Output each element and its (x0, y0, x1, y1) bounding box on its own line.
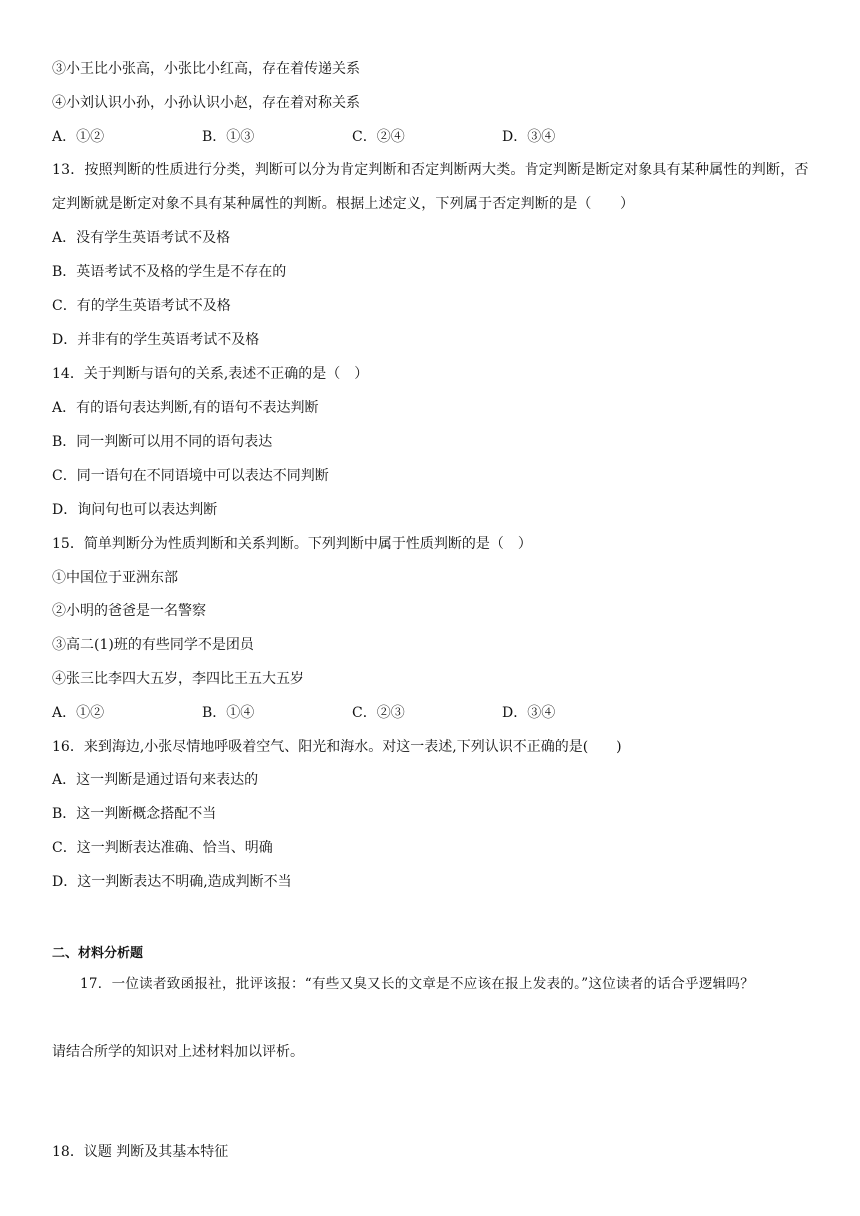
q14-option-b: B．同一判断可以用不同的语句表达 (52, 434, 273, 450)
q12-statement-4: ④小刘认识小孙，小孙认识小赵，存在着对称关系 (52, 95, 360, 111)
q13-option-d: D．并非有的学生英语考试不及格 (52, 332, 260, 348)
q12-option-d: D．③④ (502, 129, 556, 145)
q15-option-b: B．①④ (202, 705, 255, 721)
q16-option-c: C．这一判断表达准确、恰当、明确 (52, 840, 273, 856)
q15-statement-2: ②小明的爸爸是一名警察 (52, 603, 206, 619)
q15-options (52, 703, 812, 723)
q16-option-a: A．这一判断是通过语句来表达的 (52, 772, 259, 788)
q18-stem: 18．议题 判断及其基本特征 (52, 1144, 229, 1160)
q12-option-a: A．①② (52, 129, 105, 145)
q15-option-d: D．③④ (502, 705, 556, 721)
q14-option-a: A．有的语句表达判断,有的语句不表达判断 (52, 400, 319, 416)
section-heading: 二、材料分析题 (52, 946, 144, 961)
q16-stem: 16．来到海边,小张尽情地呼吸着空气、阳光和海水。对这一表述,下列认识不正确的是( ) (52, 739, 622, 755)
q15-option-c: C．②③ (352, 705, 405, 721)
q17-stem: 17．一位读者致函报社，批评该报：“有些又臭又长的文章是不应该在报上发表的。”这位读者的话合乎逻辑吗？ (80, 976, 755, 992)
q13-option-c: C．有的学生英语考试不及格 (52, 298, 231, 314)
q15-statement-3: ③高二(1)班的有些同学不是团员 (52, 637, 254, 653)
q15-statement-1: ①中国位于亚洲东部 (52, 570, 178, 586)
q12-option-c: C．②④ (352, 129, 405, 145)
q12-options (52, 127, 812, 147)
q13-option-a: A．没有学生英语考试不及格 (52, 230, 231, 246)
q15-stem: 15．简单判断分为性质判断和关系判断。下列判断中属于性质判断的是（ ） (52, 536, 532, 552)
q13-option-b: B．英语考试不及格的学生是不存在的 (52, 264, 287, 280)
q12-statement-3: ③小王比小张高，小张比小红高，存在着传递关系 (52, 61, 360, 77)
q15-option-a: A．①② (52, 705, 105, 721)
q12-option-b: B．①③ (202, 129, 255, 145)
q15-statement-4: ④张三比李四大五岁，李四比王五大五岁 (52, 671, 304, 687)
q14-option-c: C．同一语句在不同语境中可以表达不同判断 (52, 468, 329, 484)
q13-stem: 13．按照判断的性质进行分类，判断可以分为肯定判断和否定判断两大类。肯定判断是断定对象具有某种属性的判断，否定判断就是断定对象不具有某种属性的判断。根据上述定义，下列属于否定判断的是（ ） (52, 162, 809, 212)
q16-option-b: B．这一判断概念搭配不当 (52, 806, 217, 822)
q14-option-d: D．询问句也可以表达判断 (52, 502, 218, 518)
q17-prompt: 请结合所学的知识对上述材料加以评析。 (52, 1044, 304, 1060)
q16-option-d: D．这一判断表达不明确,造成判断不当 (52, 874, 292, 890)
q14-stem: 14．关于判断与语句的关系,表述不正确的是（ ） (52, 366, 369, 382)
